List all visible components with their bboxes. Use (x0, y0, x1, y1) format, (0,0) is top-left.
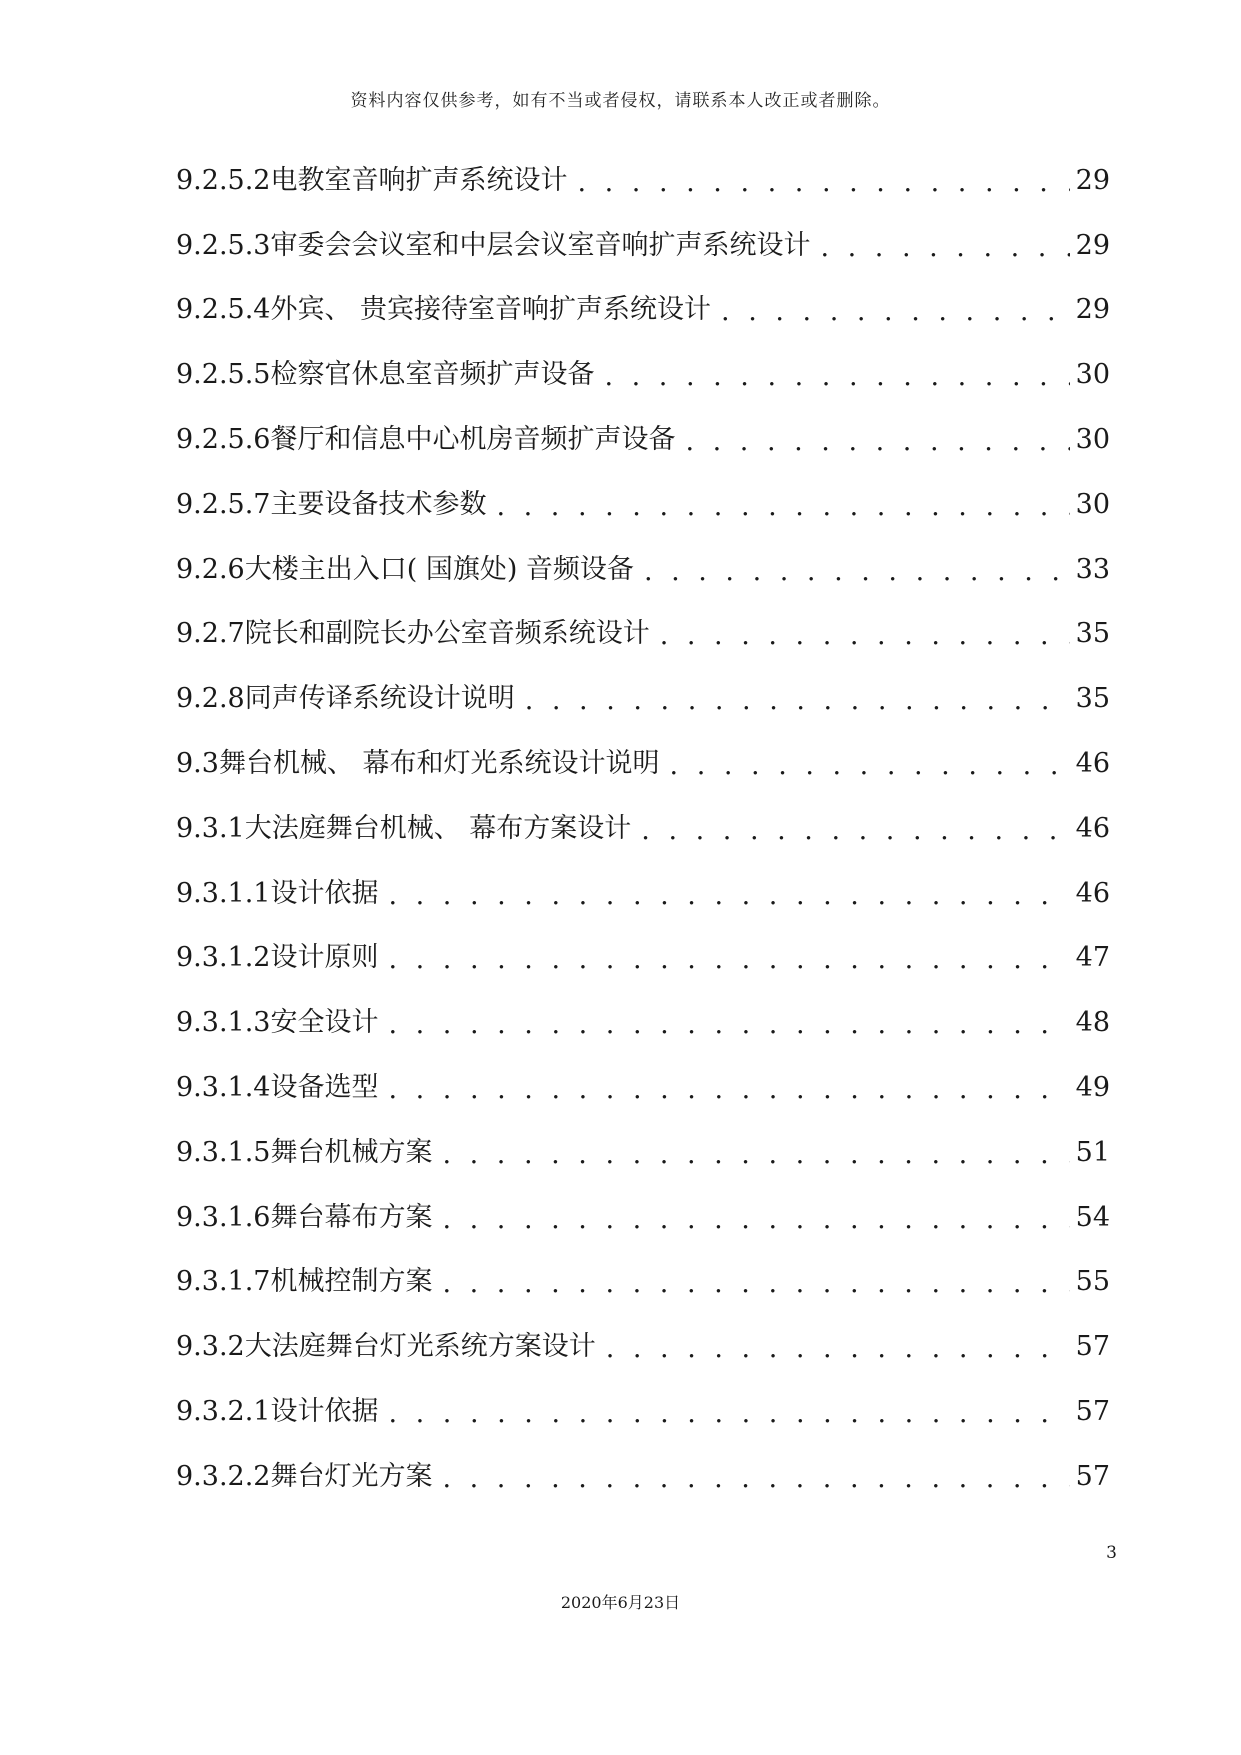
toc-dot-leader (388, 1400, 1069, 1427)
toc-entry-title: 9.2.5.4外宾、 贵宾接待室音响扩声系统设计 (176, 294, 712, 326)
toc-dot-leader (644, 558, 1070, 585)
toc-entry[interactable] (176, 407, 1110, 472)
toc-entry-page-number: 30 (1075, 424, 1110, 456)
toc-entry-page-number: 29 (1075, 229, 1110, 261)
toc-entry[interactable] (176, 1055, 1110, 1120)
page-number: 3 (1106, 1543, 1117, 1563)
toc-entry-title: 9.3.2.2舞台灯光方案 (176, 1460, 433, 1492)
toc-entry-page-number: 46 (1075, 748, 1110, 780)
toc-dot-leader (442, 1141, 1069, 1168)
toc-entry-page-number: 47 (1075, 942, 1110, 974)
toc-entry-title: 9.2.5.7主要设备技术参数 (176, 488, 487, 520)
toc-entry[interactable] (176, 1379, 1110, 1444)
toc-entry-title: 9.3.1.2设计原则 (176, 942, 379, 974)
toc-entry[interactable] (176, 342, 1110, 407)
toc-dot-leader (577, 169, 1069, 196)
toc-dot-leader (388, 882, 1069, 909)
toc-entry-page-number: 57 (1075, 1396, 1110, 1428)
toc-dot-leader (388, 1011, 1069, 1038)
toc-entry[interactable] (176, 1185, 1110, 1250)
toc-entry[interactable] (176, 537, 1110, 602)
toc-dot-leader (442, 1206, 1069, 1233)
toc-entry-page-number: 57 (1075, 1460, 1110, 1492)
toc-dot-leader (685, 428, 1069, 455)
toc-entry-title: 9.2.6大楼主出入口( 国旗处) 音频设备 (176, 553, 634, 585)
toc-entry-page-number: 51 (1075, 1136, 1110, 1168)
toc-entry-title: 9.3.1.1设计依据 (176, 877, 379, 909)
toc-entry[interactable] (176, 278, 1110, 343)
toc-entry[interactable] (176, 472, 1110, 537)
toc-dot-leader (641, 817, 1069, 844)
toc-entry-title: 9.2.7院长和副院长办公室音频系统设计 (176, 618, 650, 650)
toc-entry[interactable] (176, 990, 1110, 1055)
toc-entry-page-number: 33 (1075, 553, 1110, 585)
toc-dot-leader (604, 363, 1069, 390)
toc-dot-leader (721, 298, 1070, 325)
toc-entry[interactable] (176, 666, 1110, 731)
toc-entry-page-number: 35 (1075, 683, 1110, 715)
toc-entry[interactable] (176, 148, 1110, 213)
toc-entry[interactable] (176, 1444, 1110, 1509)
page-header-disclaimer: 资料内容仅供参考，如有不当或者侵权，请联系本人改正或者删除。 (350, 91, 891, 111)
toc-entry-page-number: 55 (1075, 1266, 1110, 1298)
toc-entry-page-number: 48 (1075, 1007, 1110, 1039)
toc-entry[interactable] (176, 731, 1110, 796)
toc-entry-page-number: 29 (1075, 294, 1110, 326)
toc-entry[interactable] (176, 602, 1110, 667)
toc-entry-title: 9.3.1.7机械控制方案 (176, 1266, 433, 1298)
toc-entry-title: 9.3.1.6舞台幕布方案 (176, 1201, 433, 1233)
toc-dot-leader (496, 493, 1069, 520)
toc-entry[interactable] (176, 1120, 1110, 1185)
toc-entry-page-number: 46 (1075, 812, 1110, 844)
footer-date: 2020年6月23日 (560, 1593, 681, 1612)
toc-entry-page-number: 49 (1075, 1072, 1110, 1104)
toc-entry-page-number: 30 (1075, 488, 1110, 520)
toc-entry-title: 9.3.1.4设备选型 (176, 1072, 379, 1104)
toc-entry[interactable] (176, 213, 1110, 278)
toc-entry[interactable] (176, 861, 1110, 926)
toc-dot-leader (606, 1335, 1070, 1362)
toc-entry[interactable] (176, 926, 1110, 991)
toc-entry-title: 9.2.5.3审委会会议室和中层会议室音响扩声系统设计 (176, 229, 811, 261)
toc-dot-leader (388, 946, 1069, 973)
toc-entry-title: 9.3.2.1设计依据 (176, 1396, 379, 1428)
toc-entry-title: 9.3.2大法庭舞台灯光系统方案设计 (176, 1331, 596, 1363)
toc-dot-leader (670, 752, 1070, 779)
toc-dot-leader (442, 1465, 1069, 1492)
toc-dot-leader (660, 622, 1070, 649)
toc-entry[interactable] (176, 796, 1110, 861)
toc-entry-title: 9.3.1大法庭舞台机械、 幕布方案设计 (176, 812, 632, 844)
toc-entry-page-number: 46 (1075, 877, 1110, 909)
toc-dot-leader (442, 1270, 1069, 1297)
toc-entry-title: 9.2.5.6餐厅和信息中心机房音频扩声设备 (176, 424, 676, 456)
toc-entry-page-number: 30 (1075, 359, 1110, 391)
toc-dot-leader (525, 687, 1070, 714)
toc-dot-leader (820, 234, 1069, 261)
toc-entry-page-number: 35 (1075, 618, 1110, 650)
toc-dot-leader (388, 1076, 1069, 1103)
table-of-contents (176, 148, 1110, 1509)
toc-entry-title: 9.2.5.2电教室音响扩声系统设计 (176, 164, 568, 196)
toc-entry[interactable] (176, 1250, 1110, 1315)
toc-entry-title: 9.3.1.3安全设计 (176, 1007, 379, 1039)
toc-entry-page-number: 57 (1075, 1331, 1110, 1363)
toc-entry-title: 9.2.5.5检察官休息室音频扩声设备 (176, 359, 595, 391)
toc-entry-page-number: 54 (1075, 1201, 1110, 1233)
toc-entry-page-number: 29 (1075, 164, 1110, 196)
toc-entry-title: 9.3.1.5舞台机械方案 (176, 1136, 433, 1168)
toc-entry-title: 9.2.8同声传译系统设计说明 (176, 683, 515, 715)
toc-entry-title: 9.3舞台机械、 幕布和灯光系统设计说明 (176, 748, 660, 780)
toc-entry[interactable] (176, 1314, 1110, 1379)
